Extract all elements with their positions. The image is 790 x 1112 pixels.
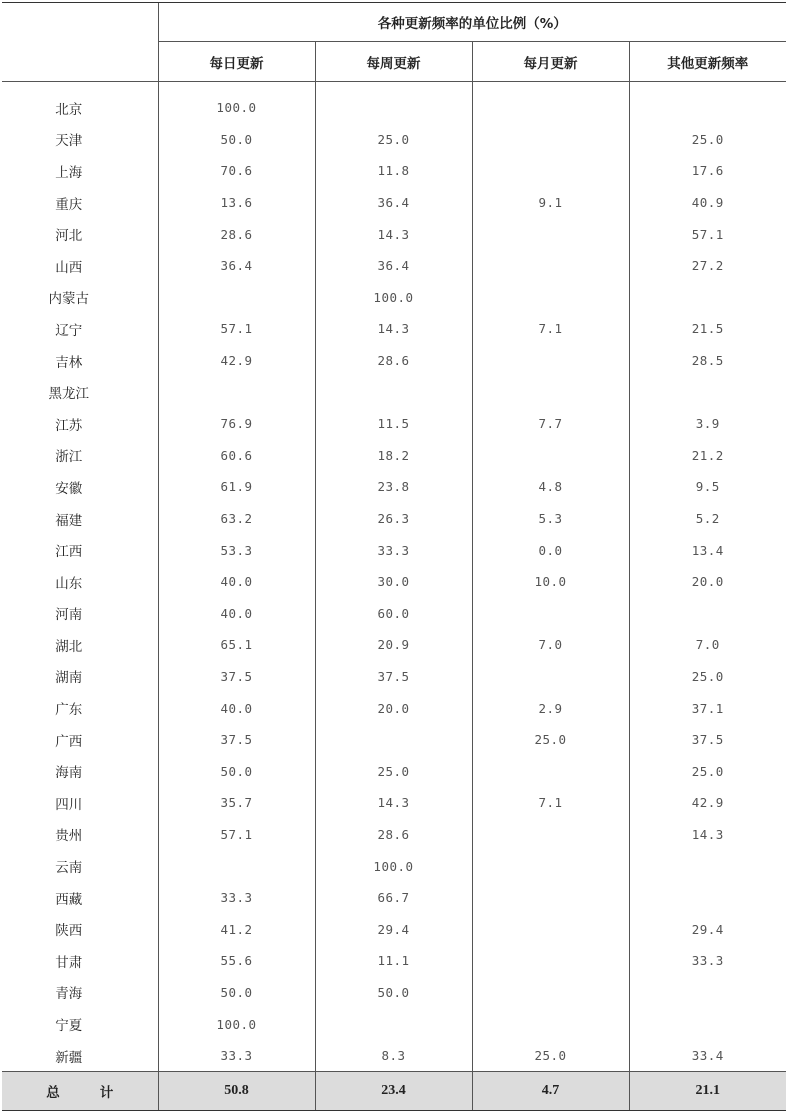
table-row	[2, 850, 786, 882]
value-cell-other: 17.6	[629, 155, 786, 187]
table-row	[2, 376, 786, 408]
value-cell-monthly: 7.1	[472, 313, 629, 345]
value-cell-other: 21.5	[629, 313, 786, 345]
province-cell: 辽宁	[55, 322, 83, 339]
value-cell-daily: 50.0	[158, 755, 315, 787]
value-cell-daily	[158, 282, 315, 314]
value-cell-other: 28.5	[629, 345, 786, 377]
value-cell-monthly: 9.1	[472, 187, 629, 219]
value-cell-monthly: 10.0	[472, 566, 629, 598]
value-cell-other: 21.2	[629, 440, 786, 472]
value-cell-weekly: 36.4	[315, 187, 472, 219]
table-row	[2, 724, 786, 756]
value-cell-weekly: 11.5	[315, 408, 472, 440]
value-cell-monthly: 4.8	[472, 471, 629, 503]
value-cell-other: 27.2	[629, 250, 786, 282]
table-row	[2, 187, 786, 219]
value-cell-daily: 57.1	[158, 313, 315, 345]
value-cell-daily: 13.6	[158, 187, 315, 219]
value-cell-other: 29.4	[629, 913, 786, 945]
value-cell-monthly	[472, 945, 629, 977]
value-cell-other: 20.0	[629, 566, 786, 598]
value-cell-weekly: 37.5	[315, 661, 472, 693]
value-cell-other: 9.5	[629, 471, 786, 503]
table-row	[2, 566, 786, 598]
value-cell-weekly: 100.0	[315, 850, 472, 882]
value-cell-other: 13.4	[629, 534, 786, 566]
value-cell-daily: 33.3	[158, 1040, 315, 1072]
span-header: 各种更新频率的单位比例（%）	[158, 3, 786, 42]
header-row-span	[2, 3, 786, 42]
value-cell-other: 40.9	[629, 187, 786, 219]
value-cell-monthly	[472, 850, 629, 882]
table-row	[2, 250, 786, 282]
value-cell-monthly: 7.7	[472, 408, 629, 440]
province-cell: 山西	[55, 259, 83, 276]
value-cell-daily: 65.1	[158, 629, 315, 661]
value-cell-daily: 50.0	[158, 977, 315, 1009]
value-cell-daily: 33.3	[158, 882, 315, 914]
column-header-other: 其他更新频率	[629, 42, 786, 82]
province-cell: 内蒙古	[48, 291, 89, 308]
value-cell-weekly: 66.7	[315, 882, 472, 914]
province-cell: 湖北	[55, 638, 83, 655]
province-cell: 江苏	[55, 417, 83, 434]
value-cell-monthly	[472, 1008, 629, 1040]
value-cell-daily: 50.0	[158, 124, 315, 156]
province-cell: 陕西	[55, 923, 83, 940]
province-cell: 广东	[55, 702, 83, 719]
table-row	[2, 692, 786, 724]
province-cell: 安徽	[55, 480, 83, 497]
value-cell-weekly: 29.4	[315, 913, 472, 945]
table-row	[2, 345, 786, 377]
value-cell-daily: 76.9	[158, 408, 315, 440]
value-cell-monthly	[472, 913, 629, 945]
table-row	[2, 218, 786, 250]
value-cell-daily: 53.3	[158, 534, 315, 566]
table-row	[2, 629, 786, 661]
value-cell-daily: 40.0	[158, 598, 315, 630]
value-cell-daily: 61.9	[158, 471, 315, 503]
value-cell-weekly: 50.0	[315, 977, 472, 1009]
total-other: 21.1	[629, 1072, 786, 1111]
value-cell-other	[629, 376, 786, 408]
value-cell-monthly	[472, 82, 629, 124]
value-cell-other: 42.9	[629, 787, 786, 819]
value-cell-daily: 35.7	[158, 787, 315, 819]
value-cell-monthly: 25.0	[472, 1040, 629, 1072]
table-row	[2, 882, 786, 914]
value-cell-weekly: 26.3	[315, 503, 472, 535]
value-cell-daily	[158, 850, 315, 882]
value-cell-monthly	[472, 882, 629, 914]
value-cell-monthly: 7.1	[472, 787, 629, 819]
value-cell-other: 25.0	[629, 755, 786, 787]
value-cell-monthly: 5.3	[472, 503, 629, 535]
total-weekly: 23.4	[315, 1072, 472, 1111]
value-cell-daily: 40.0	[158, 566, 315, 598]
table-row	[2, 503, 786, 535]
value-cell-monthly	[472, 661, 629, 693]
value-cell-other: 25.0	[629, 124, 786, 156]
value-cell-daily: 36.4	[158, 250, 315, 282]
value-cell-other	[629, 977, 786, 1009]
value-cell-monthly: 0.0	[472, 534, 629, 566]
value-cell-monthly	[472, 977, 629, 1009]
value-cell-weekly: 33.3	[315, 534, 472, 566]
value-cell-weekly	[315, 82, 472, 124]
value-cell-weekly: 36.4	[315, 250, 472, 282]
value-cell-weekly	[315, 1008, 472, 1040]
value-cell-weekly: 14.3	[315, 313, 472, 345]
value-cell-other	[629, 850, 786, 882]
table-row	[2, 977, 786, 1009]
value-cell-weekly: 14.3	[315, 787, 472, 819]
value-cell-weekly: 30.0	[315, 566, 472, 598]
province-cell: 吉林	[55, 354, 83, 371]
value-cell-monthly: 25.0	[472, 724, 629, 756]
table-row	[2, 313, 786, 345]
header-corner-cell	[2, 3, 158, 82]
value-cell-daily: 100.0	[158, 1008, 315, 1040]
column-header-monthly: 每月更新	[472, 42, 629, 82]
province-cell: 西藏	[55, 891, 83, 908]
value-cell-weekly: 25.0	[315, 755, 472, 787]
value-cell-daily	[158, 376, 315, 408]
value-cell-other: 37.5	[629, 724, 786, 756]
table-row	[2, 661, 786, 693]
province-cell: 上海	[55, 164, 83, 181]
province-cell: 青海	[55, 986, 83, 1003]
table-row	[2, 82, 786, 124]
province-cell: 甘肃	[55, 954, 83, 971]
province-cell: 黑龙江	[48, 386, 89, 403]
column-header-daily: 每日更新	[158, 42, 315, 82]
value-cell-other	[629, 598, 786, 630]
column-header-weekly: 每周更新	[315, 42, 472, 82]
value-cell-other: 37.1	[629, 692, 786, 724]
table-row	[2, 598, 786, 630]
value-cell-daily: 37.5	[158, 661, 315, 693]
table-row	[2, 440, 786, 472]
value-cell-monthly	[472, 345, 629, 377]
province-cell: 河南	[55, 607, 83, 624]
table-row	[2, 755, 786, 787]
province-cell: 贵州	[55, 828, 83, 845]
province-cell: 福建	[55, 512, 83, 529]
value-cell-other: 33.3	[629, 945, 786, 977]
update-frequency-table	[2, 2, 786, 1111]
value-cell-monthly	[472, 440, 629, 472]
province-cell: 云南	[55, 860, 83, 877]
value-cell-monthly	[472, 155, 629, 187]
value-cell-other: 25.0	[629, 661, 786, 693]
province-cell: 四川	[55, 796, 83, 813]
value-cell-other: 57.1	[629, 218, 786, 250]
value-cell-other: 7.0	[629, 629, 786, 661]
value-cell-other	[629, 282, 786, 314]
value-cell-daily: 37.5	[158, 724, 315, 756]
value-cell-weekly: 20.0	[315, 692, 472, 724]
value-cell-weekly: 28.6	[315, 345, 472, 377]
value-cell-monthly	[472, 250, 629, 282]
total-label	[2, 1072, 158, 1111]
value-cell-other: 3.9	[629, 408, 786, 440]
table-body	[2, 82, 786, 1072]
province-cell: 浙江	[55, 449, 83, 466]
province-cell: 新疆	[55, 1049, 83, 1066]
province-cell: 重庆	[55, 196, 83, 213]
value-cell-other	[629, 82, 786, 124]
value-cell-monthly: 2.9	[472, 692, 629, 724]
province-cell: 广西	[55, 733, 83, 750]
value-cell-daily: 42.9	[158, 345, 315, 377]
value-cell-weekly	[315, 376, 472, 408]
province-cell: 江西	[55, 544, 83, 561]
total-label-b: 计	[99, 1085, 114, 1102]
value-cell-other	[629, 1008, 786, 1040]
value-cell-monthly	[472, 755, 629, 787]
value-cell-daily: 70.6	[158, 155, 315, 187]
table-row	[2, 534, 786, 566]
table-row	[2, 913, 786, 945]
table-row	[2, 124, 786, 156]
value-cell-weekly: 100.0	[315, 282, 472, 314]
total-monthly: 4.7	[472, 1072, 629, 1111]
value-cell-daily: 63.2	[158, 503, 315, 535]
province-cell: 山东	[55, 575, 83, 592]
value-cell-weekly: 60.0	[315, 598, 472, 630]
province-cell: 宁夏	[55, 1018, 83, 1035]
total-label-a: 总	[46, 1085, 60, 1102]
value-cell-daily: 57.1	[158, 819, 315, 851]
value-cell-monthly	[472, 819, 629, 851]
value-cell-monthly: 7.0	[472, 629, 629, 661]
value-cell-monthly	[472, 598, 629, 630]
total-daily: 50.8	[158, 1072, 315, 1111]
value-cell-daily: 55.6	[158, 945, 315, 977]
province-cell: 湖南	[55, 670, 83, 687]
table-row	[2, 787, 786, 819]
value-cell-weekly: 28.6	[315, 819, 472, 851]
value-cell-weekly: 11.1	[315, 945, 472, 977]
value-cell-weekly: 8.3	[315, 1040, 472, 1072]
table-row	[2, 1040, 786, 1072]
table-row	[2, 471, 786, 503]
table-row	[2, 155, 786, 187]
value-cell-monthly	[472, 376, 629, 408]
value-cell-other	[629, 882, 786, 914]
value-cell-other: 33.4	[629, 1040, 786, 1072]
value-cell-daily: 100.0	[158, 82, 315, 124]
value-cell-other: 14.3	[629, 819, 786, 851]
value-cell-weekly: 11.8	[315, 155, 472, 187]
value-cell-weekly: 25.0	[315, 124, 472, 156]
value-cell-daily: 60.6	[158, 440, 315, 472]
table-row	[2, 819, 786, 851]
value-cell-weekly: 23.8	[315, 471, 472, 503]
table-row	[2, 945, 786, 977]
value-cell-weekly: 18.2	[315, 440, 472, 472]
table-row	[2, 1008, 786, 1040]
total-row	[2, 1072, 786, 1111]
value-cell-daily: 41.2	[158, 913, 315, 945]
value-cell-weekly: 20.9	[315, 629, 472, 661]
value-cell-other: 5.2	[629, 503, 786, 535]
value-cell-daily: 28.6	[158, 218, 315, 250]
table-row	[2, 282, 786, 314]
province-cell: 河北	[55, 228, 83, 245]
value-cell-monthly	[472, 124, 629, 156]
province-cell: 海南	[55, 765, 83, 782]
province-cell: 北京	[55, 101, 83, 118]
value-cell-daily: 40.0	[158, 692, 315, 724]
value-cell-monthly	[472, 218, 629, 250]
value-cell-weekly: 14.3	[315, 218, 472, 250]
value-cell-weekly	[315, 724, 472, 756]
table-row	[2, 408, 786, 440]
province-cell: 天津	[55, 133, 83, 150]
value-cell-monthly	[472, 282, 629, 314]
